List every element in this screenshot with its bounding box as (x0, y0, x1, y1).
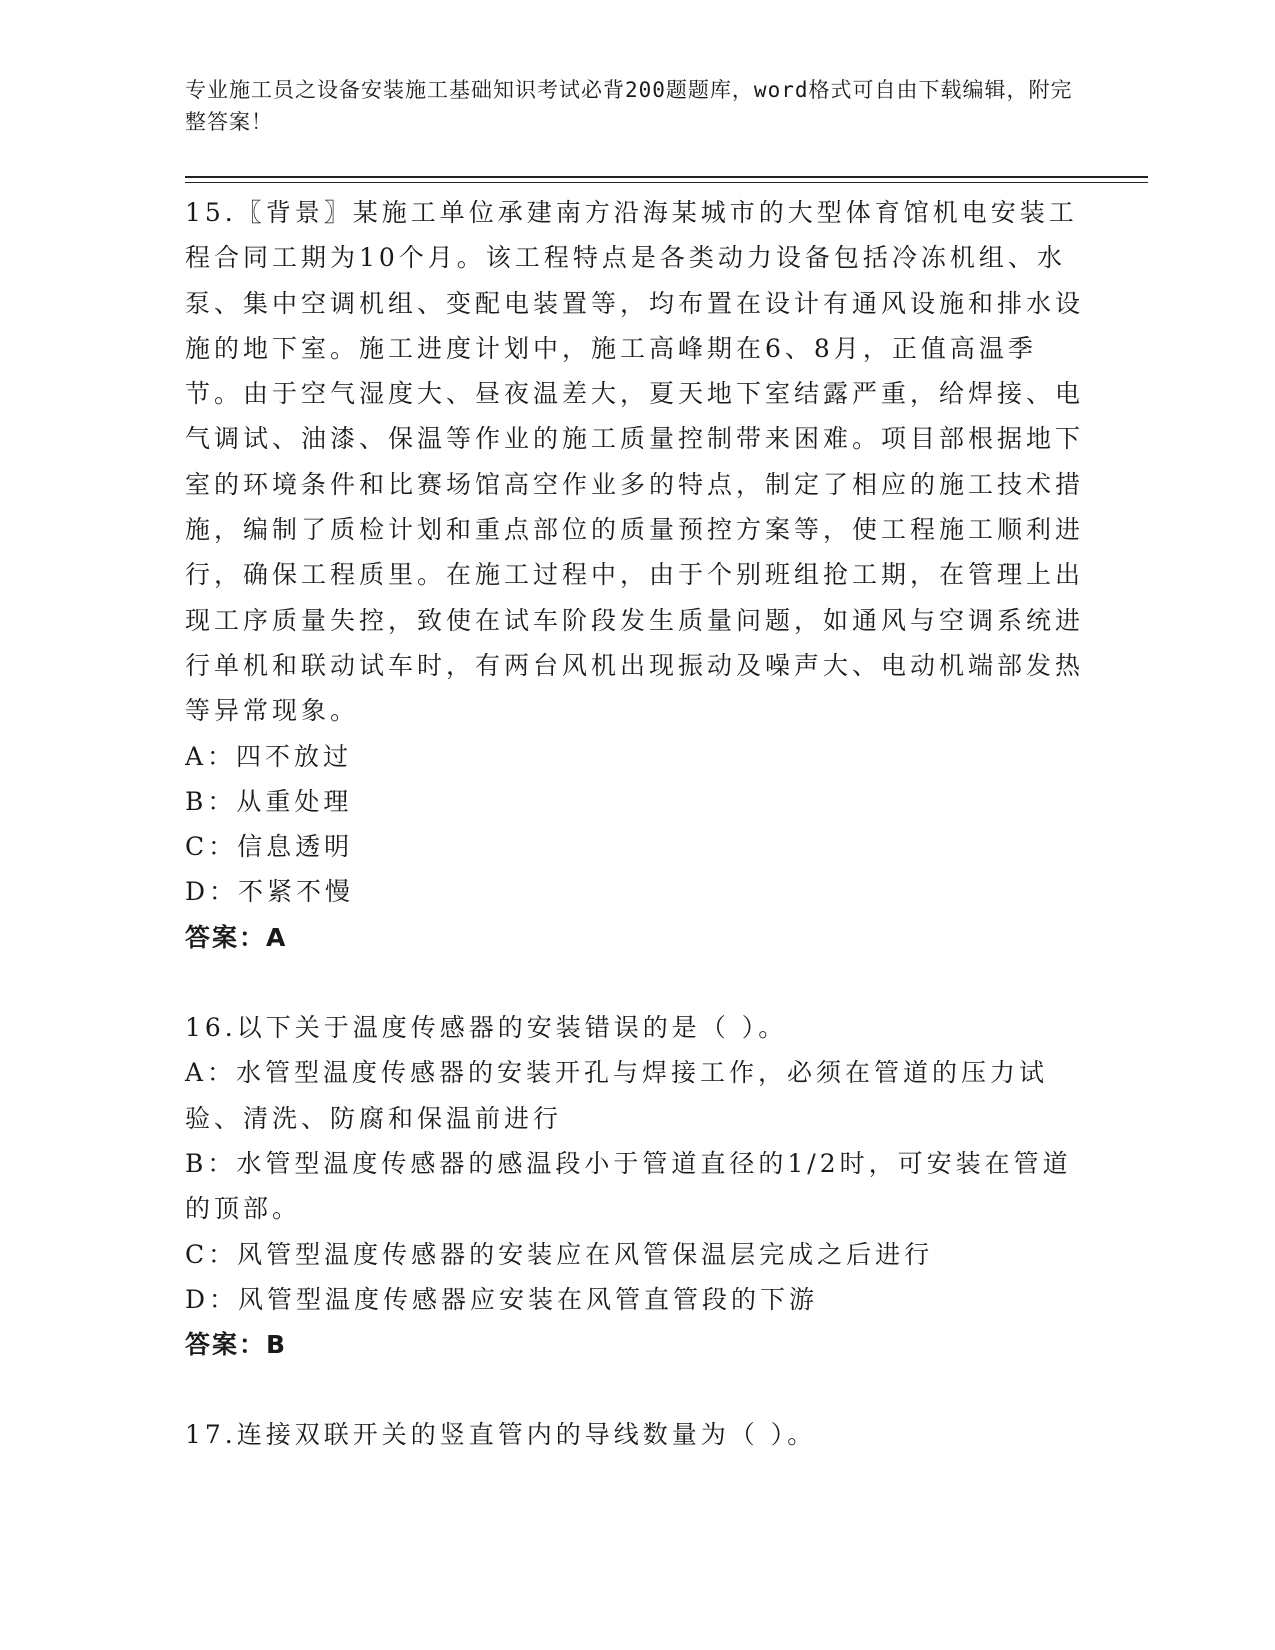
answer-label: 答案：A (185, 922, 288, 952)
question-content (185, 190, 1085, 1458)
option-b: B：水管型温度传感器的感温段小于管道直径的1/2时，可安装在管道的顶部。 (185, 1148, 1072, 1224)
question-block-15 (185, 190, 1085, 960)
option-c: C：信息透明 (185, 832, 354, 862)
question-spacer (185, 960, 1085, 1005)
option-c: C：风管型温度传感器的安装应在风管保温层完成之后进行 (185, 1239, 934, 1269)
question-block-16 (185, 1005, 1085, 1367)
question-block-17 (185, 1412, 1085, 1457)
header-divider-thin (185, 182, 1148, 183)
question-stem: 15.〖背景〗某施工单位承建南方沿海某城市的大型体育馆机电安装工程合同工期为10个月。该工程特点是各类动力设备包括冷冻机组、水泵、集中空调机组、变配电装置等，均布置在设计有通风设施和排水设施的地下室。施工进度计划中，施工高峰期在6、8月，正值高温季节。由于空气湿度大、昼夜温差大，夏天地下室结露严重，给焊接、电气调试、油漆、保温等作业的施工质量控制带来困难。项目部根据地下室的环境条件和比赛场馆高空作业多的特点，制定了相应的施工技术措施，编制了质检计划和重点部位的质量预控方案等，使工程施工顺利进行，确保工程质里。在施工过程中，由于个别班组抢工期，在管理上出现工序质量失控，致使在试车阶段发生质量问题，如通风与空调系统进行单机和联动试车时，有两台风机出现振动及噪声大、电动机端部发热等异常现象。 (185, 198, 1085, 726)
option-a: A：水管型温度传感器的安装开孔与焊接工作，必须在管道的压力试验、清洗、防腐和保温前进行 (185, 1058, 1049, 1133)
option-d: D：不紧不慢 (185, 877, 355, 907)
document-header: 专业施工员之设备安装施工基础知识考试必背200题题库，word格式可自由下载编辑，附完整答案！ (185, 78, 1073, 134)
header-divider-thick (185, 176, 1148, 178)
option-a: A：四不放过 (185, 741, 353, 771)
question-stem: 17.连接双联开关的竖直管内的导线数量为（ ）。 (185, 1420, 817, 1450)
answer-label: 答案：B (185, 1330, 288, 1360)
question-stem: 16.以下关于温度传感器的安装错误的是（ ）。 (185, 1013, 788, 1043)
option-d: D：风管型温度传感器应安装在风管直管段的下游 (185, 1284, 819, 1314)
option-b: B：从重处理 (185, 786, 353, 816)
question-spacer (185, 1367, 1085, 1412)
